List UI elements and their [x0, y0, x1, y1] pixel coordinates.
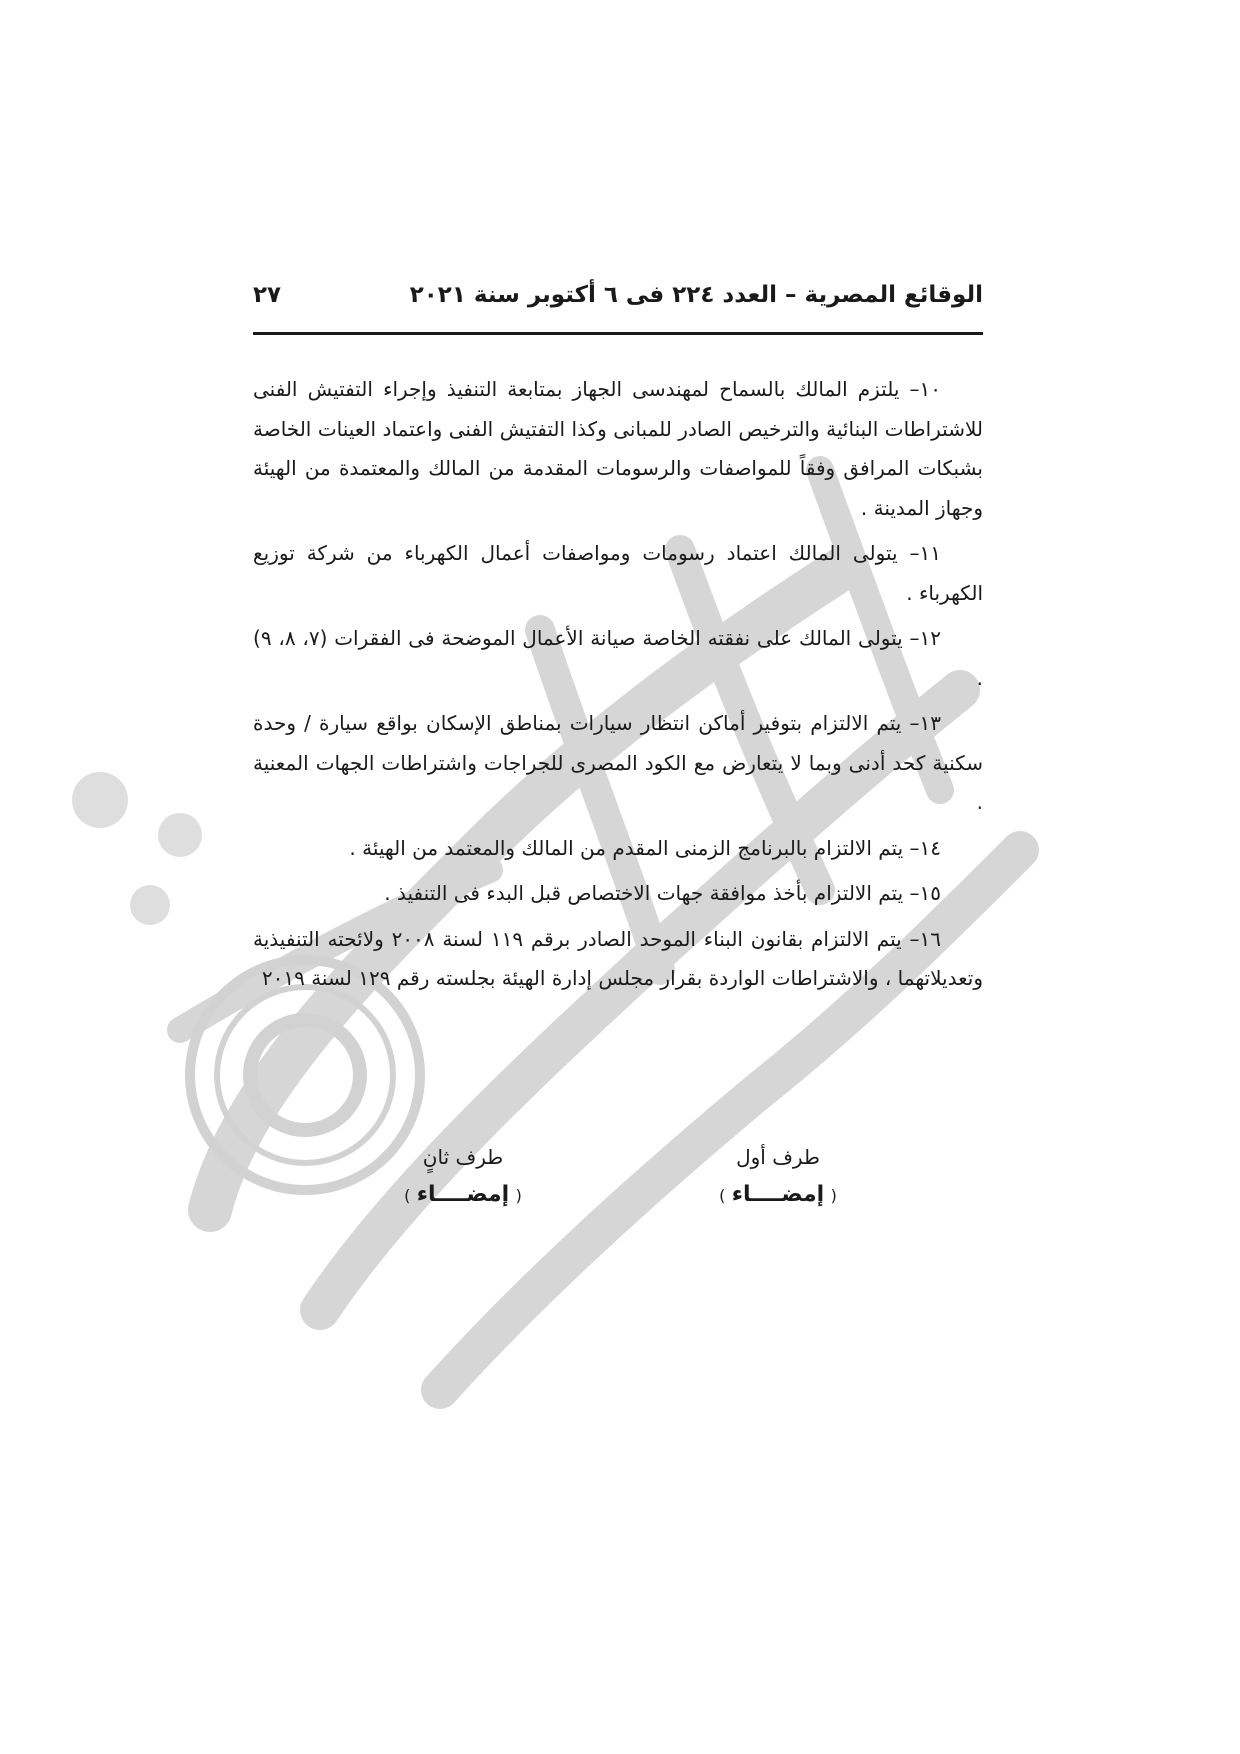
close-paren: ): [719, 1186, 726, 1205]
close-paren: ): [404, 1186, 411, 1205]
clauses-section: [253, 370, 983, 1005]
clause-14: ١٤– يتم الالتزام بالبرنامج الزمنى المقدم من المالك والمعتمد من الهيئة .: [349, 835, 941, 860]
clause-12: ١٢– يتولى المالك على نفقته الخاصة صيانة الأعمال الموضحة فى الفقرات (٧، ٨، ٩) .: [253, 626, 983, 690]
second-party-sign-line: [353, 1174, 573, 1216]
signatures-section: [253, 1140, 983, 1230]
open-paren: (: [515, 1186, 522, 1205]
first-party-signature: [668, 1140, 888, 1216]
clause-11: ١١– يتولى المالك اعتماد رسومات ومواصفات أعمال الكهرباء من شركة توزيع الكهرباء .: [253, 541, 983, 605]
first-party-sign-word: إمضــــاء: [731, 1182, 825, 1207]
page-header: [253, 282, 983, 322]
second-party-label: طرف ثانٍ: [422, 1145, 504, 1169]
first-party-label: طرف أول: [736, 1145, 820, 1169]
gazette-title: الوقائع المصرية – العدد ٢٢٤ فى ٦ أكتوبر سنة ٢٠٢١: [409, 282, 983, 308]
header-divider: [253, 332, 983, 335]
clause-10: ١٠– يلتزم المالك بالسماح لمهندسى الجهاز بمتابعة التنفيذ وإجراء التفتيش الفنى للاشتراطات البنائية والترخيص الصادر للمبانى وكذا التفتيش الفنى واعتماد العينات الخاصة بشبكات المرافق وفقاً للمواصفات والرسومات المقدمة من المالك والمعتمدة من الهيئة وجهاز المدينة .: [253, 377, 983, 520]
clause-15: ١٥– يتم الالتزام بأخذ موافقة جهات الاختصاص قبل البدء فى التنفيذ .: [384, 881, 941, 905]
page-number: ٢٧: [253, 282, 282, 308]
clause-13: ١٣– يتم الالتزام بتوفير أماكن انتظار سيارات بمناطق الإسكان بواقع سيارة / وحدة سكنية كحد أدنى وبما لا يتعارض مع الكود المصرى للجراجات واشتراطات الجهات المعنية .: [253, 711, 983, 814]
second-party-sign-word: إمضــــاء: [416, 1182, 510, 1207]
clause-16: ١٦– يتم الالتزام بقانون البناء الموحد الصادر برقم ١١٩ لسنة ٢٠٠٨ ولائحته التنفيذية وتعديلاتهما ، والاشتراطات الواردة بقرار مجلس إدارة الهيئة بجلسته رقم ١٢٩ لسنة ٢٠١٩: [253, 926, 983, 990]
second-party-signature: [353, 1140, 573, 1216]
open-paren: (: [830, 1186, 837, 1205]
first-party-sign-line: [668, 1174, 888, 1216]
